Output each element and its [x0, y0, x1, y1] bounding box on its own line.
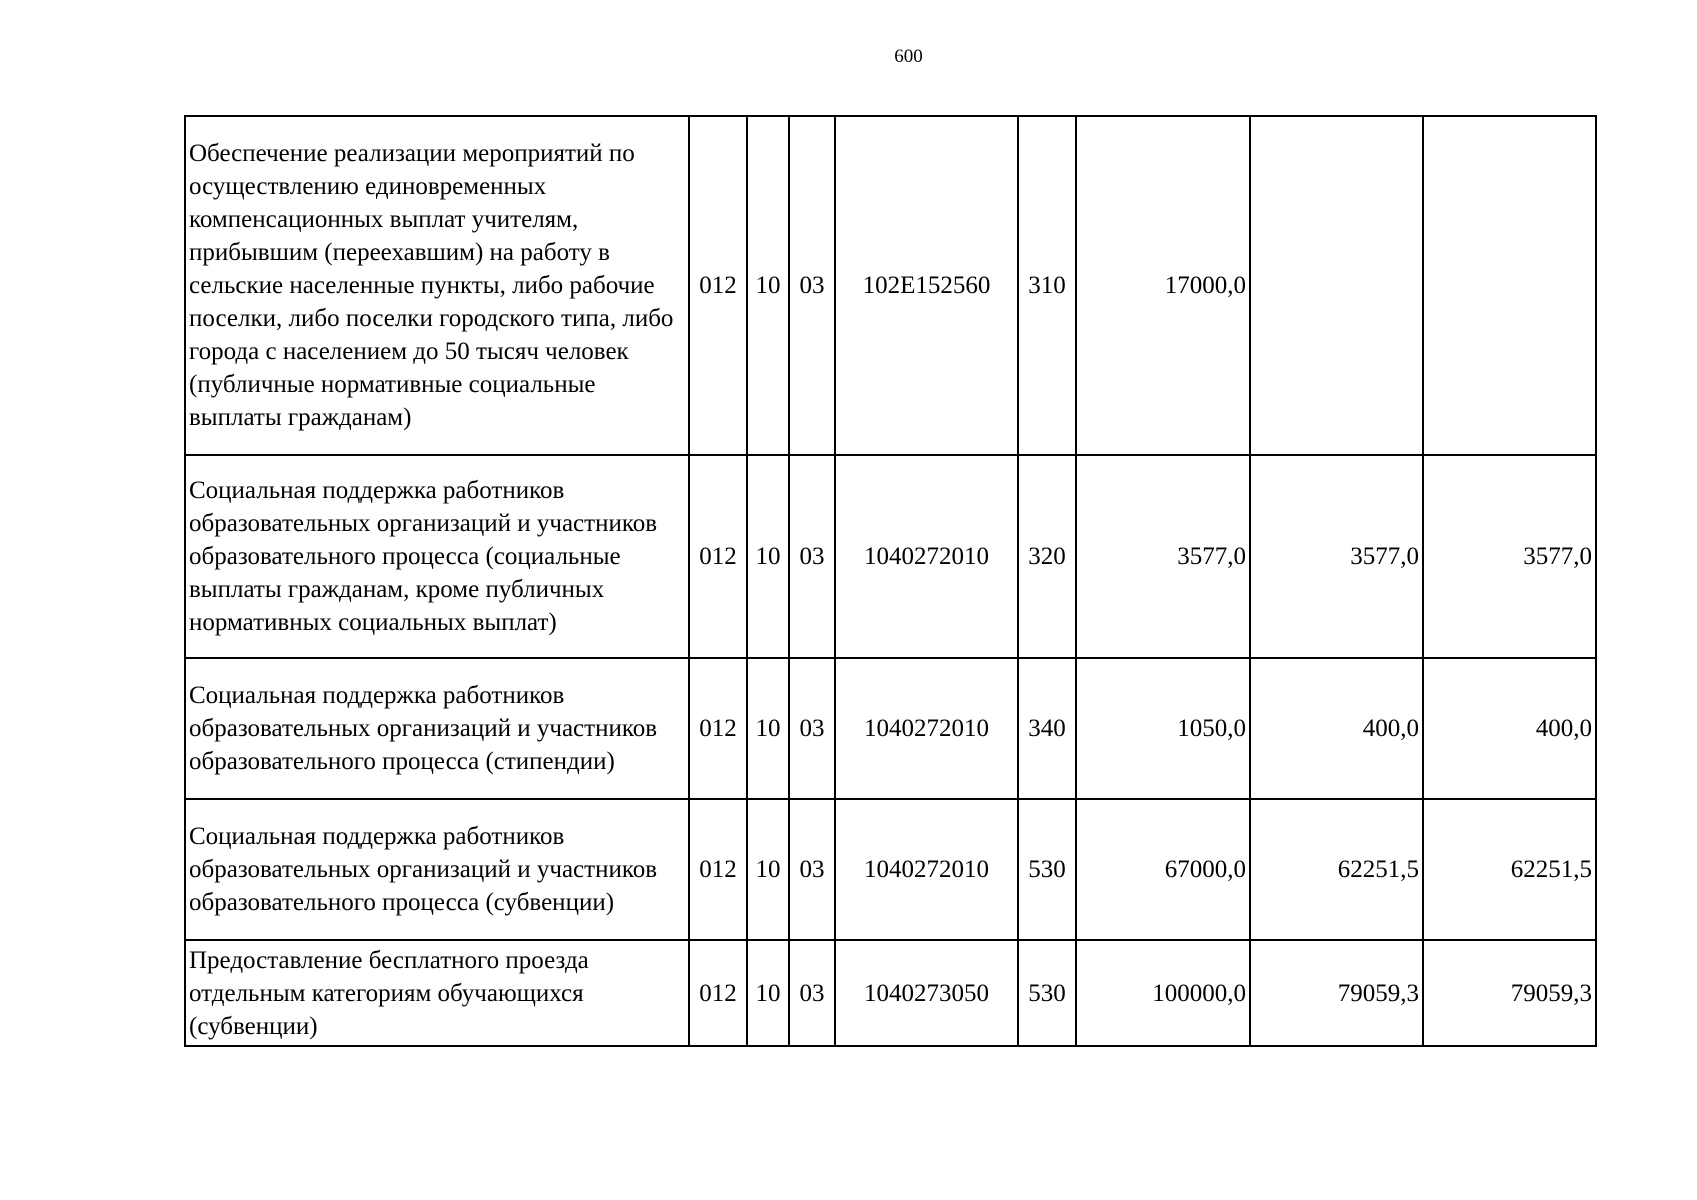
target-article-code: 1040272010 — [835, 658, 1018, 799]
row-description: Социальная поддержка работников образовательных организаций и участников образовательного процесса (социальные выплаты гражданам, кроме публичных нормативных социальных выплат) — [185, 455, 689, 658]
table-row — [185, 116, 1596, 455]
subsection-code: 03 — [789, 116, 835, 455]
table-row — [185, 455, 1596, 658]
section-code: 10 — [747, 116, 789, 455]
amount-1: 100000,0 — [1076, 940, 1250, 1046]
amount-2: 62251,5 — [1250, 799, 1423, 940]
amount-1: 17000,0 — [1076, 116, 1250, 455]
section-code: 10 — [747, 799, 789, 940]
amount-3: 79059,3 — [1423, 940, 1596, 1046]
table-row — [185, 658, 1596, 799]
amount-2: 3577,0 — [1250, 455, 1423, 658]
target-article-code: 1040272010 — [835, 455, 1018, 658]
table-row — [185, 940, 1596, 1046]
amount-2: 79059,3 — [1250, 940, 1423, 1046]
section-code: 10 — [747, 455, 789, 658]
target-article-code: 1040273050 — [835, 940, 1018, 1046]
expense-type-code: 530 — [1018, 799, 1076, 940]
amount-1: 67000,0 — [1076, 799, 1250, 940]
subsection-code: 03 — [789, 658, 835, 799]
expense-type-code: 310 — [1018, 116, 1076, 455]
ministry-code: 012 — [689, 116, 747, 455]
page-number: 600 — [894, 46, 923, 67]
ministry-code: 012 — [689, 455, 747, 658]
row-description: Обеспечение реализации мероприятий по осуществлению единовременных компенсационных выплат учителям, прибывшим (переехавшим) на работу в сельские населенные пункты, либо рабочие поселки, либо поселки городского типа, либо города с населением до 50 тысяч человек (публичные нормативные социальные выплаты гражданам) — [185, 116, 689, 455]
section-code: 10 — [747, 658, 789, 799]
row-description: Социальная поддержка работников образовательных организаций и участников образовательного процесса (субвенции) — [185, 799, 689, 940]
amount-2: 400,0 — [1250, 658, 1423, 799]
amount-2 — [1250, 116, 1423, 455]
ministry-code: 012 — [689, 658, 747, 799]
budget-table — [184, 115, 1597, 1047]
target-article-code: 1040272010 — [835, 799, 1018, 940]
amount-1: 1050,0 — [1076, 658, 1250, 799]
subsection-code: 03 — [789, 940, 835, 1046]
amount-3: 3577,0 — [1423, 455, 1596, 658]
amount-3: 62251,5 — [1423, 799, 1596, 940]
expense-type-code: 340 — [1018, 658, 1076, 799]
ministry-code: 012 — [689, 799, 747, 940]
section-code: 10 — [747, 940, 789, 1046]
amount-3 — [1423, 116, 1596, 455]
amount-3: 400,0 — [1423, 658, 1596, 799]
expense-type-code: 320 — [1018, 455, 1076, 658]
ministry-code: 012 — [689, 940, 747, 1046]
target-article-code: 102E152560 — [835, 116, 1018, 455]
row-description: Предоставление бесплатного проезда отдельным категориям обучающихся (субвенции) — [185, 940, 689, 1046]
amount-1: 3577,0 — [1076, 455, 1250, 658]
row-description: Социальная поддержка работников образовательных организаций и участников образовательного процесса (стипендии) — [185, 658, 689, 799]
expense-type-code: 530 — [1018, 940, 1076, 1046]
subsection-code: 03 — [789, 455, 835, 658]
table-row — [185, 799, 1596, 940]
subsection-code: 03 — [789, 799, 835, 940]
